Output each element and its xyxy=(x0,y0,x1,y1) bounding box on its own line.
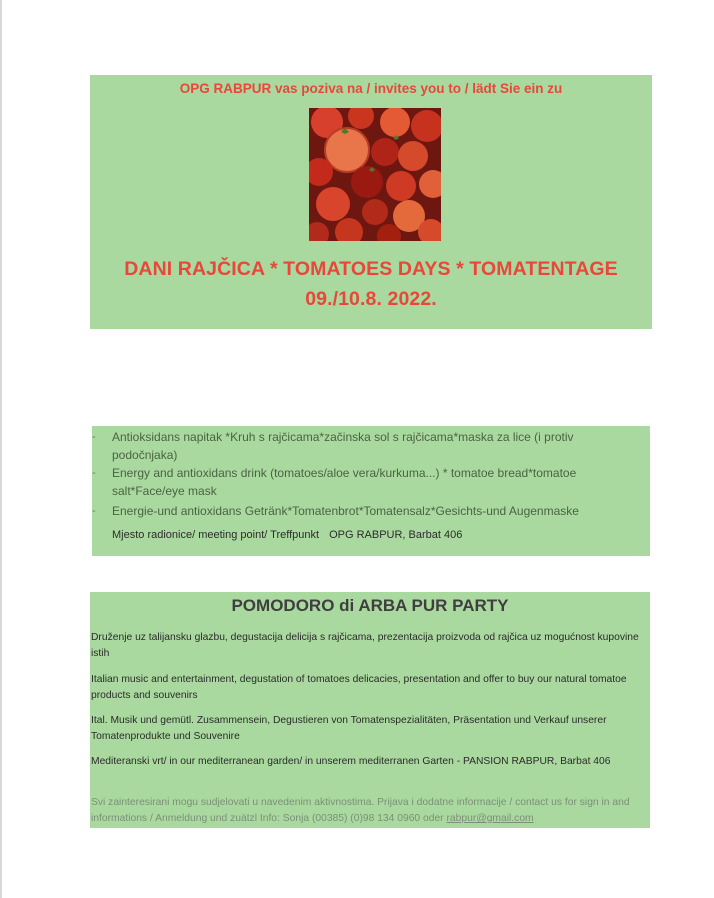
invitation-block xyxy=(90,75,652,329)
page-left-edge xyxy=(0,0,2,898)
party-location: Mediteranski vrt/ in our mediterranean garden/ in unserem mediterranen Garten - PANSION RABPUR, Barbat 406 xyxy=(91,756,611,767)
bullet-dash: - xyxy=(92,467,96,479)
meeting-point xyxy=(112,529,462,541)
bullet-text-en: Energy and antioxidans drink (tomatoes/aloe vera/kurkuma...) * tomatoe bread*tomatoe salt*Face/eye mask xyxy=(112,466,577,498)
bullet-item xyxy=(92,464,642,500)
contact-text: Svi zainteresirani mogu sudjelovati u navedenim aktivnostima. Prijava i dodatne informacije / contact us for sign in and informations / Anmeldung und zuätzl Info: Sonja (00385) (0)98 134 0960 oder xyxy=(91,797,630,824)
event-title: DANI RAJČICA * TOMATOES DAYS * TOMATENTAGE xyxy=(124,258,618,280)
workshop-block xyxy=(92,426,650,556)
meeting-address: OPG RABPUR, Barbat 406 xyxy=(329,529,463,541)
bullet-dash: - xyxy=(92,431,96,443)
invite-line: OPG RABPUR vas poziva na / invites you to / lädt Sie ein zu xyxy=(179,81,563,96)
bullet-item xyxy=(92,428,642,464)
bullet-text-de: Energie-und antioxidans Getränk*Tomatenbrot*Tomatensalz*Gesichts-und Augenmaske xyxy=(112,504,579,518)
party-block xyxy=(90,592,650,828)
bullet-text-hr: Antioksidans napitak *Kruh s rajčicama*začinska sol s rajčicama*maska za lice (i protiv podočnjaka) xyxy=(112,430,574,462)
party-paragraph-de: Ital. Musik und gemütl. Zusammensein, Degustieren von Tomatenspezialitäten, Präsentation und Verkauf unserer Tomatenprodukte und Souvenire xyxy=(91,715,607,742)
party-paragraph-en: Italian music and entertainment, degustation of tomatoes delicacies, presentation and offer to buy our natural tomatoe products and souvenirs xyxy=(91,674,627,701)
meeting-label: Mjesto radionice/ meeting point/ Treffpunkt xyxy=(112,529,320,541)
contact-info xyxy=(91,795,647,827)
contact-email-link[interactable]: rabpur@gmail.com xyxy=(446,813,534,824)
party-title: POMODORO di ARBA PUR PARTY xyxy=(231,596,509,615)
party-paragraph-hr: Druženje uz talijansku glazbu, degustacija delicija s rajčicama, prezentacija proizvoda od rajčica uz mogućnost kupovine istih xyxy=(91,632,639,659)
bullet-item xyxy=(92,502,642,520)
tomatoes-photo xyxy=(309,108,441,241)
bullet-dash: - xyxy=(92,505,96,517)
event-dates: 09./10.8. 2022. xyxy=(305,288,437,310)
